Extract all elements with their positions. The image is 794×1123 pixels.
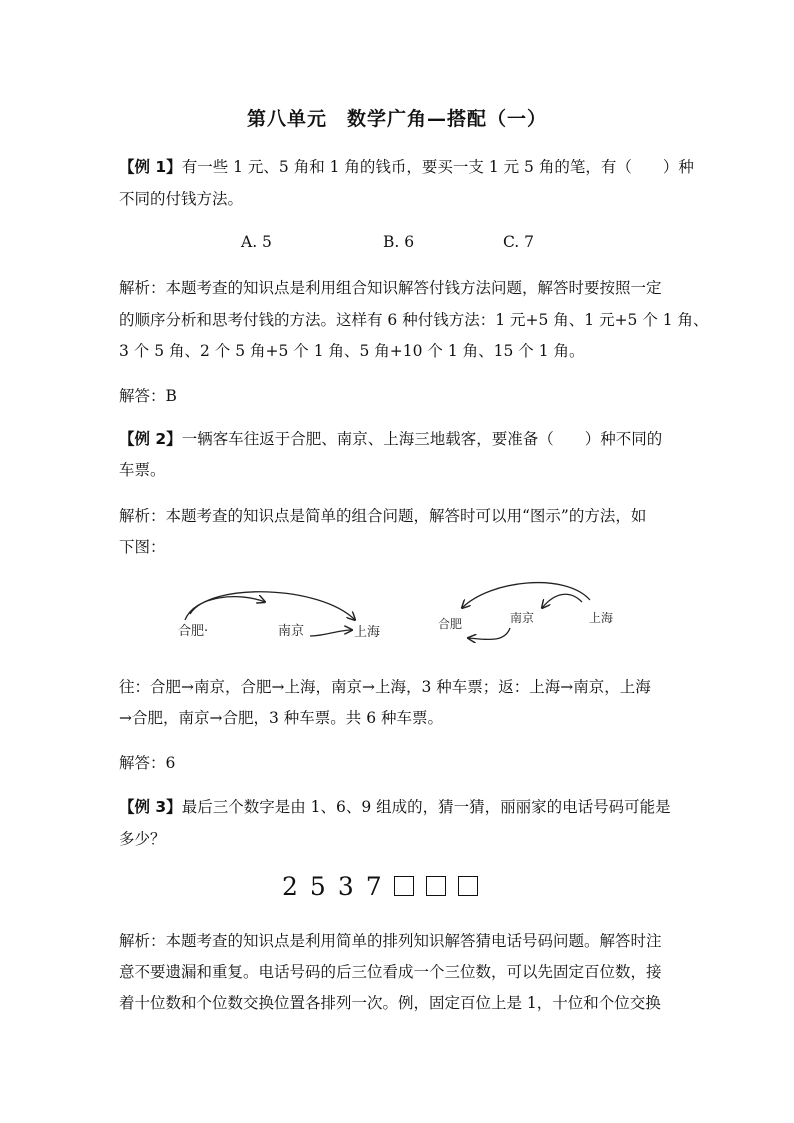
example-1-analysis-line-3: 3 个 5 角、2 个 5 角+5 个 1 角、5 角+10 个 1 角、15 个 1 角。 [119, 342, 585, 360]
digit-4: 7 [365, 872, 382, 901]
arrow-nanjing-hefei [468, 628, 510, 639]
option-a: A. 5 [241, 233, 272, 251]
option-b: B. 6 [383, 233, 415, 251]
example-2-result-line-2: →合肥，南京→合肥，3 种车票。共 6 种车票。 [119, 709, 443, 727]
example-3-analysis-line-1: 解析：本题考查的知识点是利用简单的排列知识解答猜电话号码问题。解答时注 [119, 932, 662, 950]
blank-box-3 [458, 876, 478, 896]
example-1-analysis-line-2: 的顺序分析和思考付钱的方法。这样有 6 种付钱方法：1 元+5 角、1 元+5 个 1 角、 [119, 311, 709, 329]
option-c: C. 7 [503, 233, 535, 251]
example-2-analysis-line-2: 下图： [119, 538, 166, 556]
page-title: 第八单元 数学广角—搭配（一） [246, 108, 547, 130]
digit-3: 3 [337, 872, 354, 901]
example-1-analysis-line-1: 解析：本题考查的知识点是利用组合知识解答付钱方法问题，解答时要按照一定 [119, 279, 662, 297]
phone-number-digits [282, 872, 490, 901]
example-2-question-line-1 [119, 429, 662, 449]
example-1-label: 【例 1】 [119, 158, 182, 176]
example-3-text: 最后三个数字是由 1、6、9 组成的，猜一猜，丽丽家的电话号码可能是 [181, 798, 671, 816]
example-3-question-line-2: 多少？ [119, 830, 166, 848]
left-city-nanjing: 南京 [278, 624, 305, 639]
example-1-question-line-2: 不同的付钱方法。 [119, 190, 244, 208]
example-1-question-line-1 [119, 157, 694, 177]
example-2-text: 一辆客车往返于合肥、南京、上海三地载客，要准备（ ）种不同的 [181, 430, 663, 448]
right-city-hefei: 合肥 [438, 617, 463, 631]
route-diagram [170, 580, 640, 650]
blank-box-1 [394, 876, 414, 896]
example-2-result-line-1: 往：合肥→南京，合肥→上海，南京→上海，3 种车票；返：上海→南京，上海 [119, 678, 651, 696]
example-3-question-line-1 [119, 797, 671, 817]
digit-1: 2 [282, 872, 298, 901]
arrow-shanghai-nanjing [542, 594, 582, 608]
example-1-answer: 解答：B [119, 387, 177, 405]
arrow-hefei-nanjing [185, 597, 265, 620]
right-city-shanghai: 上海 [589, 611, 614, 625]
right-city-nanjing: 南京 [510, 611, 535, 625]
left-city-shanghai: 上海 [354, 625, 381, 640]
digit-2: 5 [309, 872, 326, 901]
example-1-text: 有一些 1 元、5 角和 1 角的钱币，要买一支 1 元 5 角的笔，有（ ）种 [181, 158, 694, 176]
arrow-nanjing-shanghai [310, 630, 352, 636]
example-3-label: 【例 3】 [119, 798, 182, 816]
example-2-answer: 解答：6 [119, 754, 176, 772]
example-2-question-line-2: 车票。 [119, 461, 166, 479]
blank-box-2 [426, 876, 446, 896]
arrow-hefei-shanghai [190, 592, 355, 620]
example-2-analysis-line-1: 解析：本题考查的知识点是简单的组合问题，解答时可以用“图示”的方法，如 [119, 507, 647, 525]
left-city-hefei: 合肥· [178, 624, 209, 639]
example-2-label: 【例 2】 [119, 430, 182, 448]
example-3-analysis-line-2: 意不要遗漏和重复。电话号码的后三位看成一个三位数，可以先固定百位数，接 [119, 963, 662, 981]
example-3-analysis-line-3: 着十位数和个位数交换位置各排列一次。例，固定百位上是 1，十位和个位交换 [119, 994, 661, 1012]
